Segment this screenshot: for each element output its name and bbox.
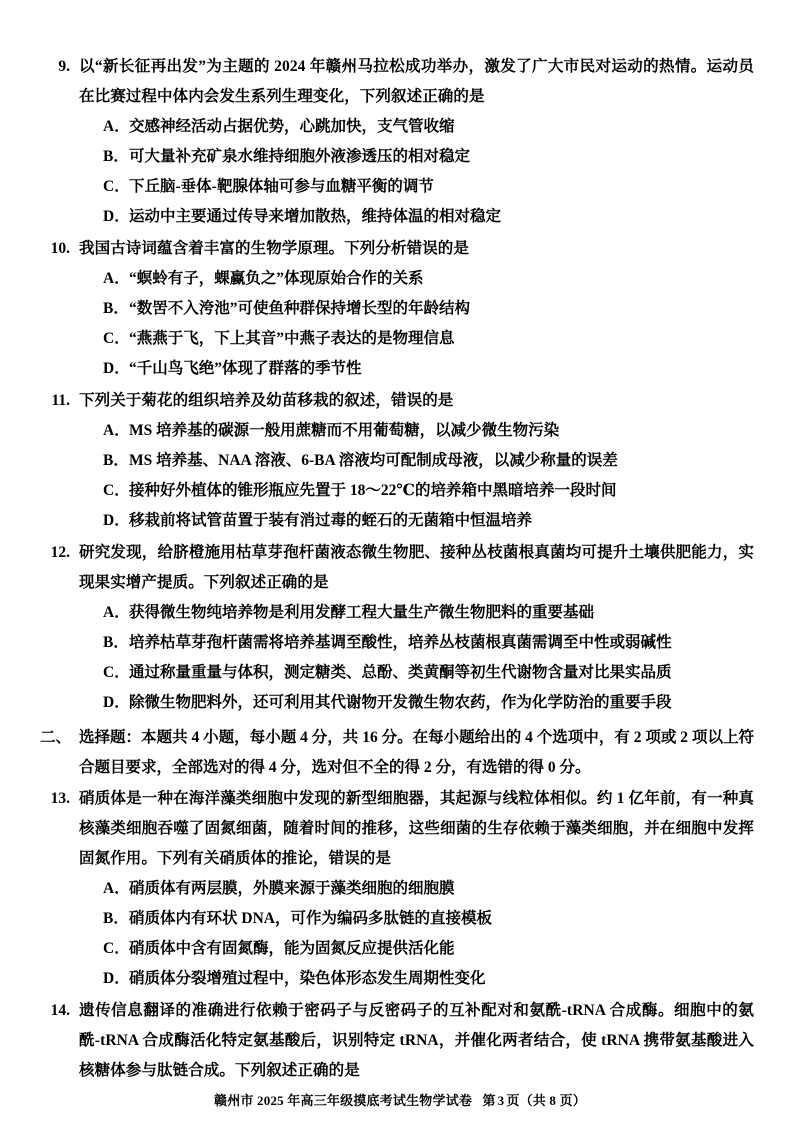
option-text: 除微生物肥料外，还可利用其代谢物开发微生物农药，作为化学防治的重要手段 <box>129 694 672 711</box>
question-body <box>70 996 754 1086</box>
option-text: “数罟不入洿池”可使鱼种群保持增长型的年龄结构 <box>129 300 471 317</box>
question-stem: 遗传信息翻译的准确进行依赖于密码子与反密码子的互补配对和氨酰-tRNA 合成酶。细胞中的氨酰-tRNA 合成酶活化特定氨基酸后，识别特定 tRNA，并催化两者结合，使 tRNA 携带氨基酸进入核糖体参与肽链合成。下列叙述正确的是 <box>79 1002 754 1079</box>
option-text: 可大量补充矿泉水维持细胞外液渗透压的相对稳定 <box>129 148 471 165</box>
option-label: A． <box>103 604 130 621</box>
option-label: D． <box>103 970 130 987</box>
question-body <box>70 538 754 718</box>
option-a[interactable] <box>79 416 754 446</box>
question-10 <box>40 234 754 384</box>
option-text: 硝质体内有环状 DNA，可作为编码多肽链的直接模板 <box>129 910 492 927</box>
option-text: 硝质体分裂增殖过程中，染色体形态发生周期性变化 <box>129 970 486 987</box>
option-d[interactable] <box>79 688 754 718</box>
question-body <box>70 52 754 232</box>
options-list <box>79 874 754 994</box>
option-label: D． <box>103 694 130 711</box>
footer-page-suffix: 页（共 8 页） <box>506 1093 586 1108</box>
option-d[interactable] <box>79 202 754 232</box>
option-label: D． <box>103 512 130 529</box>
option-c[interactable] <box>79 324 754 354</box>
section-heading-2 <box>40 723 754 783</box>
question-number: 12. <box>50 544 70 561</box>
question-11 <box>40 386 754 536</box>
option-label: C． <box>103 178 130 195</box>
option-b[interactable] <box>79 446 754 476</box>
option-text: 培养枯草芽孢杆菌需将培养基调至酸性，培养丛枝菌根真菌需调至中性或弱碱性 <box>129 634 672 651</box>
option-text: “螟蛉有子，蜾蠃负之”体现原始合作的关系 <box>129 270 424 287</box>
option-b[interactable] <box>79 142 754 172</box>
option-text: 运动中主要通过传导来增加散热，维持体温的相对稳定 <box>129 208 502 225</box>
question-13 <box>40 784 754 994</box>
option-text: 交感神经活动占据优势，心跳加快，支气管收缩 <box>129 118 455 135</box>
footer-title: 赣州市 2025 年高三年级摸底考试生物学试卷 <box>214 1093 473 1108</box>
option-text: MS 培养基的碳源一般用蔗糖而不用葡萄糖，以减少微生物污染 <box>129 422 560 439</box>
question-stem: 下列关于菊花的组织培养及幼苗移栽的叙述，错误的是 <box>79 392 454 409</box>
option-d[interactable] <box>79 506 754 536</box>
question-stem: 研究发现，给脐橙施用枯草芽孢杆菌液态微生物肥、接种丛枝菌根真菌均可提升土壤供肥能力，实现果实增产提质。下列叙述正确的是 <box>79 544 754 591</box>
options-list <box>79 598 754 718</box>
question-number: 14. <box>50 1002 70 1019</box>
option-d[interactable] <box>79 964 754 994</box>
option-label: C． <box>103 664 130 681</box>
option-label: C． <box>103 482 130 499</box>
option-text: 通过称量重量与体积，测定糖类、总酚、类黄酮等初生代谢物含量对比果实品质 <box>129 664 672 681</box>
option-text: 移栽前将试管苗置于装有消过毒的蛭石的无菌箱中恒温培养 <box>129 512 533 529</box>
option-c[interactable] <box>79 172 754 202</box>
question-number: 13. <box>50 790 70 807</box>
option-label: B． <box>103 300 129 317</box>
option-label: B． <box>103 148 129 165</box>
question-stem: 以“新长征再出发”为主题的 2024 年赣州马拉松成功举办，激发了广大市民对运动的热情。运动员在比赛过程中体内会发生系列生理变化，下列叙述正确的是 <box>79 58 754 105</box>
question-14 <box>40 996 754 1086</box>
option-a[interactable] <box>79 874 754 904</box>
option-label: A． <box>103 270 130 287</box>
option-label: B． <box>103 634 129 651</box>
option-text: 获得微生物纯培养物是利用发酵工程大量生产微生物肥料的重要基础 <box>129 604 595 621</box>
question-number: 11. <box>51 392 70 409</box>
question-body <box>70 784 754 994</box>
option-label: A． <box>103 422 130 439</box>
option-label: D． <box>103 208 130 225</box>
question-number: 9. <box>58 58 70 75</box>
option-label: A． <box>103 118 130 135</box>
option-c[interactable] <box>79 476 754 506</box>
option-label: C． <box>103 940 130 957</box>
footer-page-number: 3 <box>497 1093 505 1108</box>
options-list <box>79 264 754 384</box>
question-stem: 我国古诗词蕴含着丰富的生物学原理。下列分析错误的是 <box>79 240 470 257</box>
option-label: D． <box>103 360 130 377</box>
options-list <box>79 416 754 536</box>
option-b[interactable] <box>79 294 754 324</box>
option-c[interactable] <box>79 934 754 964</box>
page-footer <box>0 1090 800 1109</box>
section-text: 选择题：本题共 4 小题，每小题 4 分，共 16 分。在每小题给出的 4 个选项中，有 2 项或 2 项以上符合题目要求，全部选对的得 4 分，选对但不全的得 2 分，有选错的得 0 分。 <box>79 729 754 776</box>
section-number: 二、 <box>40 729 72 746</box>
option-label: B． <box>103 452 129 469</box>
question-number: 10. <box>50 240 70 257</box>
option-text: 硝质体有两层膜，外膜来源于藻类细胞的细胞膜 <box>129 880 455 897</box>
option-text: 接种好外植体的锥形瓶应先置于 18～22℃的培养箱中黑暗培养一段时间 <box>129 482 617 499</box>
option-label: A． <box>103 880 130 897</box>
option-label: B． <box>103 910 129 927</box>
option-text: 下丘脑-垂体-靶腺体轴可参与血糖平衡的调节 <box>129 178 434 195</box>
question-9 <box>40 52 754 232</box>
option-c[interactable] <box>79 658 754 688</box>
option-a[interactable] <box>79 598 754 628</box>
question-stem: 硝质体是一种在海洋藻类细胞中发现的新型细胞器，其起源与线粒体相似。约 1 亿年前，有一种真核藻类细胞吞噬了固氮细菌，随着时间的推移，这些细菌的生存依赖于藻类细胞，并在细胞中发挥固氮作用。下列有关硝质体的推论，错误的是 <box>79 790 754 867</box>
option-d[interactable] <box>79 354 754 384</box>
option-text: “燕燕于飞，下上其音”中燕子表达的是物理信息 <box>129 330 455 347</box>
option-text: MS 培养基、NAA 溶液、6-BA 溶液均可配制成母液，以减少称量的误差 <box>129 452 618 469</box>
question-body <box>70 386 754 536</box>
option-b[interactable] <box>79 904 754 934</box>
option-a[interactable] <box>79 112 754 142</box>
options-list <box>79 112 754 232</box>
option-text: 硝质体中含有固氮酶，能为固氮反应提供活化能 <box>129 940 455 957</box>
option-a[interactable] <box>79 264 754 294</box>
option-b[interactable] <box>79 628 754 658</box>
option-text: “千山鸟飞绝”体现了群落的季节性 <box>129 360 362 377</box>
question-12 <box>40 538 754 718</box>
option-label: C． <box>103 330 130 347</box>
footer-page-label: 第 <box>482 1093 496 1108</box>
question-body <box>70 234 754 384</box>
